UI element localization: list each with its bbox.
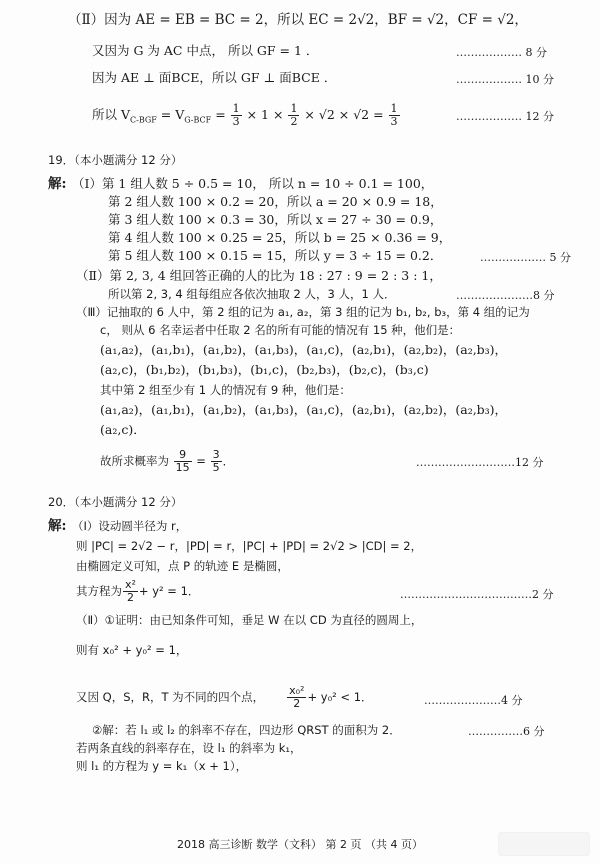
p20-equation: [76, 574, 199, 608]
p18-v-x2: × √2 × √2 =: [300, 107, 388, 122]
p18-frac-2-den: 2: [290, 115, 298, 128]
p18-frac-1-den: 3: [232, 115, 240, 128]
p18-frac-3-num: 1: [390, 102, 398, 115]
p19-i-line-5: 第 5 组人数 100 × 0.15 = 15，所以 y = 3 ÷ 15 = 0.2．: [108, 248, 443, 263]
p20-ii-2-line-1: ②解：若 l₁ 或 l₂ 的斜率不存在，四边形 QRST 的面积为 2．: [92, 723, 401, 737]
p19-iii-pairs-1: (a₁,a₂)，(a₁,b₁)，(a₁,b₂)，(a₁,b₃)，(a₁,c)，(a₂,b₁)，(a₂,b₂)，(a₂,b₃)，: [100, 342, 508, 357]
p19-i-line-1: （Ⅰ）第 1 组人数 5 ÷ 0.5 = 10， 所以 n = 10 ÷ 0.1 = 100，: [72, 176, 434, 191]
p19-ii-line-1: （Ⅱ）第 2, 3, 4 组回答正确的人的比为 18 : 27 : 9 = 2 : 3 : 1，: [76, 268, 442, 283]
p18-line-1: （Ⅱ）因为 AE = EB = BC = 2，所以 EC = 2√2，BF = √2，CF = √2，: [68, 12, 528, 28]
p18-score-12: ……………… 12 分: [456, 110, 554, 123]
p19-iii-pairs-4: (a₂,c)．: [100, 422, 146, 437]
p20-score-4: …………………4 分: [424, 694, 523, 707]
p20-frac-2: [287, 685, 306, 710]
p19-frac-1: [174, 449, 192, 474]
p20-ineq-end: + y₀² < 1．: [307, 690, 373, 704]
p18-volume-equation: [92, 100, 401, 130]
p20-solution-label: 解:: [48, 518, 67, 534]
p19-score-12: ………………………12 分: [416, 456, 544, 469]
p19-iii-line-1: （Ⅲ）记抽取的 6 人中，第 2 组的记为 a₁, a₂，第 3 组的记为 b₁, b₂, b₃，第 4 组的记为: [76, 305, 530, 319]
p19-prob-eq: =: [192, 454, 210, 468]
p18-v-x1: × 1 ×: [242, 107, 288, 122]
p19-i-line-4: 第 4 组人数 100 × 0.25 = 25，所以 b = 25 × 0.36 = 9，: [108, 230, 452, 245]
p19-prob-end: ．: [222, 454, 235, 468]
p20-i-line-1: （Ⅰ）设动圆半径为 r，: [72, 519, 188, 533]
p20-eq-label: 其方程为: [76, 584, 122, 598]
p20-score-2: ………………………………2 分: [400, 588, 554, 601]
p19-iii-pairs-2: (a₂,c)，(b₁,b₂)，(b₁,b₃)，(b₁,c)，(b₂,b₃)，(b₂,c)，(b₃,c): [100, 362, 429, 377]
p18-line-2: 又因为 G 为 AC 中点， 所以 GF = 1 ．: [92, 43, 319, 58]
p20-frac-1-den: 2: [126, 591, 134, 604]
p18-frac-1-num: 1: [232, 102, 240, 115]
p20-ii-line-1: （Ⅱ）①证明：由已知条件可知，垂足 W 在以 CD 为直径的圆周上，: [76, 613, 423, 627]
p19-iii-pairs-3: (a₁,a₂)，(a₁,b₁)，(a₁,b₂)，(a₁,b₃)，(a₁,c)，(a₂,b₁)，(a₂,b₂)，(a₂,b₃)，: [100, 402, 508, 417]
p18-frac-2-num: 1: [290, 102, 298, 115]
p20-heading: 20．（本小题满分 12 分）: [48, 495, 183, 509]
p20-frac-1: [123, 579, 138, 604]
p20-ineq-label: 又因 Q，S，R，T 为不同的四个点，: [76, 690, 265, 704]
p18-v-label: 所以 V: [92, 107, 131, 122]
p19-i-line-3: 第 3 组人数 100 × 0.3 = 30，所以 x = 27 ÷ 30 = 0.9，: [108, 212, 443, 227]
p20-ii-2-line-2: 若两条直线的斜率存在，设 l₁ 的斜率为 k₁，: [76, 741, 302, 755]
p18-frac-2: [288, 103, 299, 128]
watermark: [498, 832, 590, 856]
p20-frac-1-num: x²: [125, 578, 136, 591]
p18-frac-3: [389, 103, 400, 128]
p20-ii-line-2: 则有 x₀² + y₀² = 1，: [76, 643, 188, 657]
p19-i-line-2: 第 2 组人数 100 × 0.2 = 20，所以 a = 20 × 0.9 = 18，: [108, 194, 443, 209]
p19-frac-1-num: 9: [174, 449, 192, 462]
p18-v-sub1: C-BGF: [130, 115, 157, 125]
p19-score-8: …………………8 分: [456, 289, 555, 302]
p19-ii-line-2: 所以第 2, 3, 4 组每组应各依次抽取 2 人，3 人，1 人．: [108, 287, 396, 301]
p20-score-6: ……………6 分: [468, 725, 545, 738]
p18-v-sub2: G-BCF: [184, 115, 212, 125]
p20-ii-inequality: [76, 680, 373, 714]
p19-solution-label: 解:: [48, 176, 67, 192]
p19-frac-2: [211, 449, 222, 474]
p18-line-3: 因为 AE ⊥ 面BCE，所以 GF ⊥ 面BCE ．: [92, 70, 337, 85]
p20-i-line-2: 则 |PC| = 2√2 − r，|PD| = r，|PC| + |PD| = 2√2 > |CD| = 2，: [76, 539, 423, 553]
p18-v-eq: =: [211, 107, 230, 122]
p20-frac-2-den: 2: [293, 697, 301, 710]
p19-frac-2-den: 5: [212, 461, 220, 474]
p18-score-10: ……………… 10 分: [456, 73, 554, 86]
p20-ii-2-line-3: 则 l₁ 的方程为 y = k₁（x + 1），: [76, 759, 248, 773]
p18-score-8: ……………… 8 分: [456, 46, 547, 59]
p19-iii-line-2: c， 则从 6 名幸运者中任取 2 名的所有可能的情况有 15 种，他们是：: [100, 323, 461, 337]
p20-frac-2-num: x₀²: [289, 684, 305, 697]
p18-frac-3-den: 3: [390, 115, 398, 128]
p18-v-mid: = V: [156, 107, 185, 122]
p19-probability: [100, 446, 234, 476]
p20-eq-end: + y² = 1．: [138, 584, 200, 598]
p19-frac-1-den: 15: [175, 461, 190, 474]
p20-i-line-3: 由椭圆定义可知，点 P 的轨迹 E 是椭圆，: [76, 559, 289, 573]
p19-prob-label: 故所求概率为: [100, 454, 173, 468]
p19-score-5: ……………… 5 分: [480, 251, 571, 264]
page-footer: 2018 高三诊断 数学（文科） 第 2 页 （共 4 页）: [177, 838, 423, 851]
p19-heading: 19．（本小题满分 12 分）: [48, 153, 183, 167]
p19-iii-line-5: 其中第 2 组至少有 1 人的情况有 9 种，他们是：: [100, 383, 351, 397]
p19-frac-2-num: 3: [212, 448, 220, 461]
p18-frac-1: [231, 103, 242, 128]
